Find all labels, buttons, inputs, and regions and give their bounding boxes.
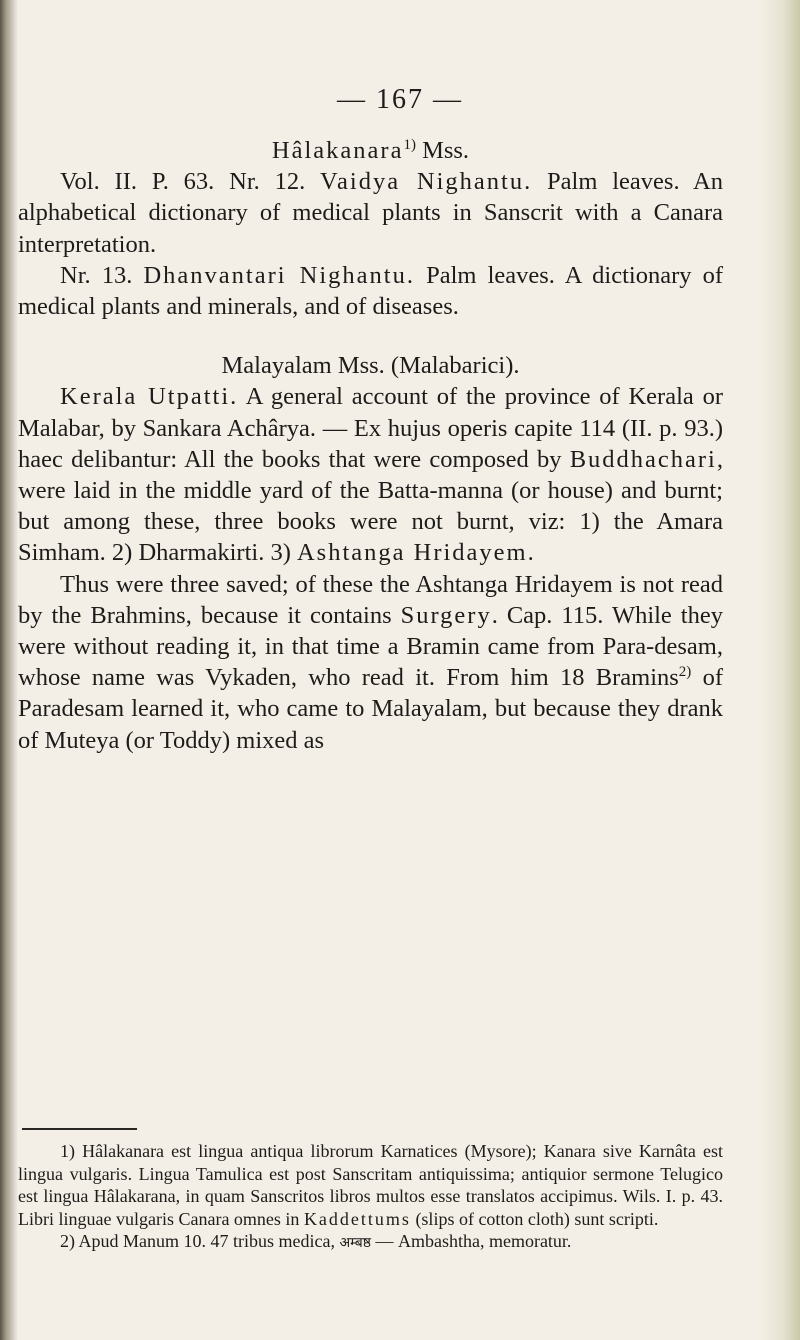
- section-heading-malayalam: Malayalam Mss. (Malabarici).: [221, 352, 520, 380]
- main-text: [18, 135, 723, 756]
- page-edge: [760, 0, 800, 1340]
- footnote-mark-1: 1): [403, 136, 416, 153]
- page-number: — 167 —: [337, 84, 463, 115]
- footnote-mark-2: 2): [678, 664, 692, 681]
- entry-title: Vaidya Nighantu.: [320, 168, 533, 196]
- entry-kerala-utpatti: Kerala Utpatti. A general account of the province of Kerala or Malabar, by Sankara Achârya. — Ex hujus operis capite 114 (II. p. 93.) haec delibantur: All the books that were composed by Buddhachari, were laid in the middle yard of the Batta-manna (or house) and burnt; but among these, three books were not burnt, viz: 1) the Amara Simham. 2) Dharmakirti. 3) Ashtanga Hridayem.: [18, 383, 723, 567]
- entry-vaidya-nighantu: Vol. II. P. 63. Nr. 12. Vaidya Nighantu. Palm leaves. An alphabetical dictionary of medical plants in Sanscrit with a Canara interpretation.: [18, 168, 723, 258]
- binding-gutter: [0, 0, 18, 1340]
- footnotes: [18, 1140, 723, 1255]
- devanagari-word: अम्बष्ठ: [339, 1235, 371, 1251]
- entry-dhanvantari-nighantu: Nr. 13. Dhanvantari Nighantu. Palm leaves. A dictionary of medical plants and minerals, and of diseases.: [18, 261, 723, 321]
- paragraph-ashtanga: Thus were three saved; of these the Ashtanga Hridayem is not read by the Brahmins, because it contains Surgery. Cap. 115. While they were without reading it, in that time a Bramin came from Para-desam, whose name was Vykaden, who read it. From him 18 Bramins$^{2)}$ of Paradesam learned it, who came to Malayalam, but because they drank of Muteya (or Toddy) mixed as: [18, 570, 723, 754]
- footnote-2: 2) Apud Manum 10. 47 tribus medica, अम्बष्ठ — Ambashtha, memoratur.: [60, 1231, 572, 1251]
- footnote-rule: [22, 1128, 137, 1130]
- section-heading-halakanara: Hâlakanara$^{1)}$ Mss.: [271, 136, 470, 164]
- footnote-1: 1) Hâlakanara est lingua antiqua librorum Karnatices (Mysore); Kanara sive Karnâta est lingua vulgaris. Lingua Tamulica est post Sanscritam antiquissima; antiquior sermone Telugico est lingua Hâlakarana, in quam Sanscritos libros multos esse translatos accipimus. Wils. I. p. 43. Libri linguae vulgaris Canara omnes in Kaddettums (slips of cotton cloth) sunt scripti.: [18, 1141, 723, 1229]
- entry-title: Dhanvantari Nighantu.: [143, 261, 415, 289]
- entry-title: Kerala Utpatti.: [60, 383, 239, 411]
